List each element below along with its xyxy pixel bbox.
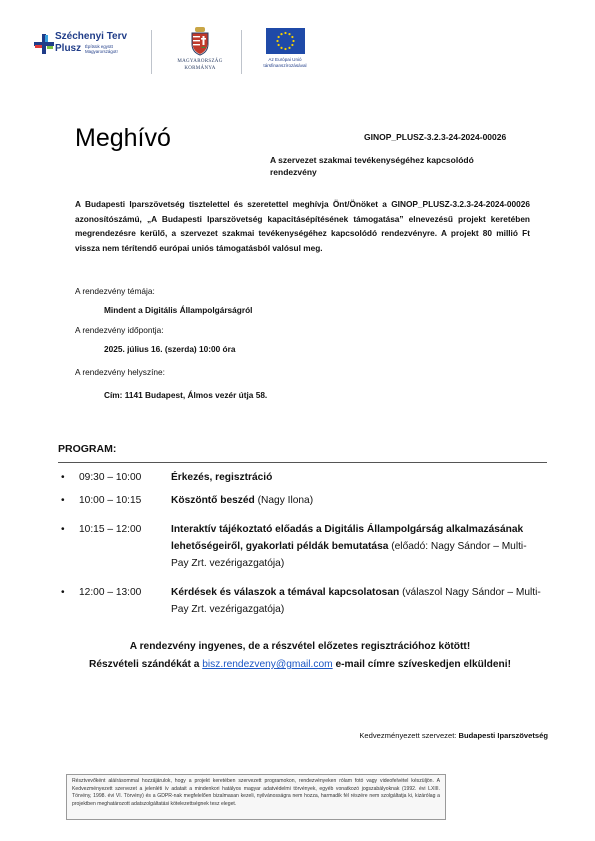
eu-text-line2: társfinanszírozásával: [263, 62, 307, 68]
registration-note-suffix: e-mail címre szíveskedjen elküldeni!: [332, 659, 512, 670]
registration-note-prefix: Részvételi szándékát a: [88, 659, 203, 670]
eu-flag-icon: [266, 28, 305, 54]
program-detail: (válaszol Nagy Sándor – Multi-Pay Zrt. vezérigazgatója): [171, 587, 541, 615]
program-detail: (Nagy Ilona): [254, 495, 314, 506]
eu-text-line1: Az Európai Unió: [268, 57, 302, 62]
bullet-icon: •: [61, 587, 65, 598]
beneficiary-line: [359, 731, 548, 740]
date-label: A rendezvény időpontja:: [75, 325, 164, 335]
date-value: 2025. július 16. (szerda) 10:00 óra: [104, 344, 236, 354]
program-divider: [58, 462, 547, 463]
program-description: [171, 521, 541, 572]
venue-label: A rendezvény helyszíne:: [75, 367, 165, 377]
logo-divider: [151, 30, 152, 74]
email-link[interactable]: bisz.rendezveny@gmail.com: [202, 659, 333, 670]
program-time: 10:00 – 10:15: [79, 495, 142, 506]
program-title: Interaktív tájékoztató előadás a Digitális Állampolgárság alkalmazásának lehetőségeiről, gyakorlati példák bemutatása: [171, 524, 524, 552]
beneficiary-label: Kedvezményezett szervezet:: [359, 731, 459, 740]
program-description: [171, 584, 541, 618]
logo-divider: [241, 30, 242, 74]
eu-logo: [245, 28, 325, 78]
bullet-icon: •: [61, 524, 65, 535]
program-heading: PROGRAM:: [58, 443, 117, 455]
privacy-notice: Résztvevőként aláírásommal hozzájárulok, hogy a projekt keretében szervezett programokon, rendezvényeken rólam fotó vagy videofelvétel készüljön. A Kedvezményezett szervezet a jelenléti ív adatait a mindenkori hatályos magyar adatvédelmi törvények, egyéb vonatkozó jogszabályoknak (1992. évi LXIII. Törvény, 1998. évi VI. Törvény) és a GDPR-nak megfelelően bizalmasan kezeli, nyilvánosságra nem hozza, harmadik fél részére nem szolgáltatja ki, kizárólag a projektben meghatározott adatszolgáltatási kötelezettségnek tesz eleget.: [66, 774, 446, 820]
intro-paragraph: A Budapesti Iparszövetség tisztelettel és szeretettel meghívja Önt/Önöket a GINOP_PLUSZ-3.2.3-24-2024-00026 azonosítószámú, „A Budapesti Iparszövetség kapacitásépítésének támogatása” elnevezésű projekt keretében megrendezésre kerülő, a szervezet szakmai tevékenységéhez kapcsolódó rendezvényre. A projekt 80 millió Ft vissza nem térítendő európai uniós támogatásból valósul meg.: [75, 199, 530, 253]
coat-of-arms-icon: [189, 26, 211, 56]
header-logos: [33, 26, 323, 81]
event-type: A szervezet szakmai tevékenységéhez kapcsolódó rendezvény: [270, 155, 474, 177]
document-title: Meghívó: [75, 124, 171, 152]
szechenyi-terv-logo: [33, 31, 145, 75]
program-title: Köszöntő beszéd: [171, 495, 255, 506]
topic-label: A rendezvény témája:: [75, 286, 155, 296]
program-time: 10:15 – 12:00: [79, 524, 142, 535]
szechenyi-plus: Plusz: [55, 43, 82, 54]
szechenyi-title: Széchenyi Terv: [55, 31, 128, 42]
project-code: GINOP_PLUSZ-3.2.3-24-2024-00026: [364, 132, 507, 142]
szechenyi-cross-icon: [33, 33, 55, 55]
program-time: 09:30 – 10:00: [79, 472, 142, 483]
program-title: Kérdések és válaszok a témával kapcsolatosan: [171, 587, 400, 598]
bullet-icon: •: [61, 495, 65, 506]
venue-value: Cím: 1141 Budapest, Álmos vezér útja 58.: [104, 390, 268, 400]
program-description: [171, 492, 541, 509]
government-name-line1: MAGYARORSZÁG: [177, 59, 223, 64]
government-logo: [163, 26, 237, 78]
bullet-icon: •: [61, 472, 65, 483]
szechenyi-subtitle: Építsük együtt Magyarországot!: [85, 44, 118, 55]
registration-note-line2: [60, 656, 540, 674]
program-title: Érkezés, regisztráció: [171, 472, 273, 483]
program-time: 12:00 – 13:00: [79, 587, 142, 598]
program-detail: (előadó: Nagy Sándor – Multi-Pay Zrt. vezérigazgatója): [171, 541, 527, 569]
topic-value: Mindent a Digitális Állampolgárságról: [104, 305, 253, 315]
registration-note: [60, 638, 540, 674]
beneficiary-name: Budapesti Iparszövetség: [458, 731, 548, 740]
registration-note-line1: A rendezvény ingyenes, de a részvétel előzetes regisztrációhoz kötött!: [129, 641, 471, 652]
program-description: [171, 469, 541, 486]
government-name-line2: KORMÁNYA: [184, 65, 216, 71]
